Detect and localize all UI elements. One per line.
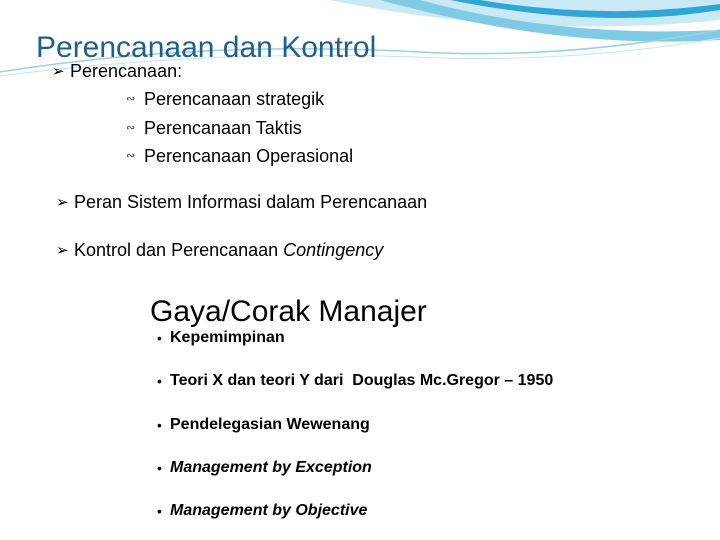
dot-bullet-icon: • bbox=[157, 330, 162, 346]
sub-point bbox=[126, 119, 302, 137]
main-point-label: Perencanaan: bbox=[70, 61, 183, 81]
section-item-label: Pendelegasian Wewenang bbox=[170, 416, 370, 433]
bullet-icon: ∾ bbox=[126, 121, 136, 134]
section-item-label: Kepemimpinan bbox=[170, 329, 285, 346]
arrow-bullet-icon: ➢ bbox=[56, 241, 69, 259]
dot-bullet-icon: • bbox=[157, 503, 162, 519]
section-title: Gaya/Corak Manajer bbox=[150, 295, 427, 328]
section-item bbox=[157, 503, 367, 519]
arrow-bullet-icon: ➢ bbox=[52, 62, 65, 80]
sub-point-label: Perencanaan Taktis bbox=[144, 118, 302, 138]
arrow-bullet-icon: ➢ bbox=[56, 193, 69, 211]
slide-title: Perencanaan dan Kontrol bbox=[36, 31, 377, 64]
section-item-label: Management by Exception bbox=[170, 459, 372, 476]
main-point-perencanaan bbox=[52, 62, 182, 80]
emphasis-text: Contingency bbox=[283, 240, 384, 260]
sub-point bbox=[126, 147, 353, 165]
main-point-label: Peran Sistem Informasi dalam Perencanaan bbox=[74, 192, 428, 212]
sub-point-label: Perencanaan strategik bbox=[144, 89, 325, 109]
dot-bullet-icon: • bbox=[157, 417, 162, 433]
section-item bbox=[157, 373, 553, 389]
section-item bbox=[157, 460, 372, 476]
main-point-kontrol bbox=[56, 241, 383, 259]
bullet-icon: ∾ bbox=[126, 149, 136, 162]
dot-bullet-icon: • bbox=[157, 373, 162, 389]
main-point-label: Kontrol dan Perencanaan Contingency bbox=[74, 240, 384, 260]
dot-bullet-icon: • bbox=[157, 460, 162, 476]
section-item-label: Management by Objective bbox=[170, 502, 368, 519]
section-item-label: Teori X dan teori Y dari Douglas Mc.Gregor – 1950 bbox=[170, 372, 554, 389]
bullet-icon: ∾ bbox=[126, 92, 136, 105]
sub-point bbox=[126, 90, 324, 108]
section-item bbox=[157, 417, 370, 433]
main-point-peran-sistem bbox=[56, 193, 427, 211]
section-item bbox=[157, 330, 285, 346]
sub-point-label: Perencanaan Operasional bbox=[144, 146, 354, 166]
